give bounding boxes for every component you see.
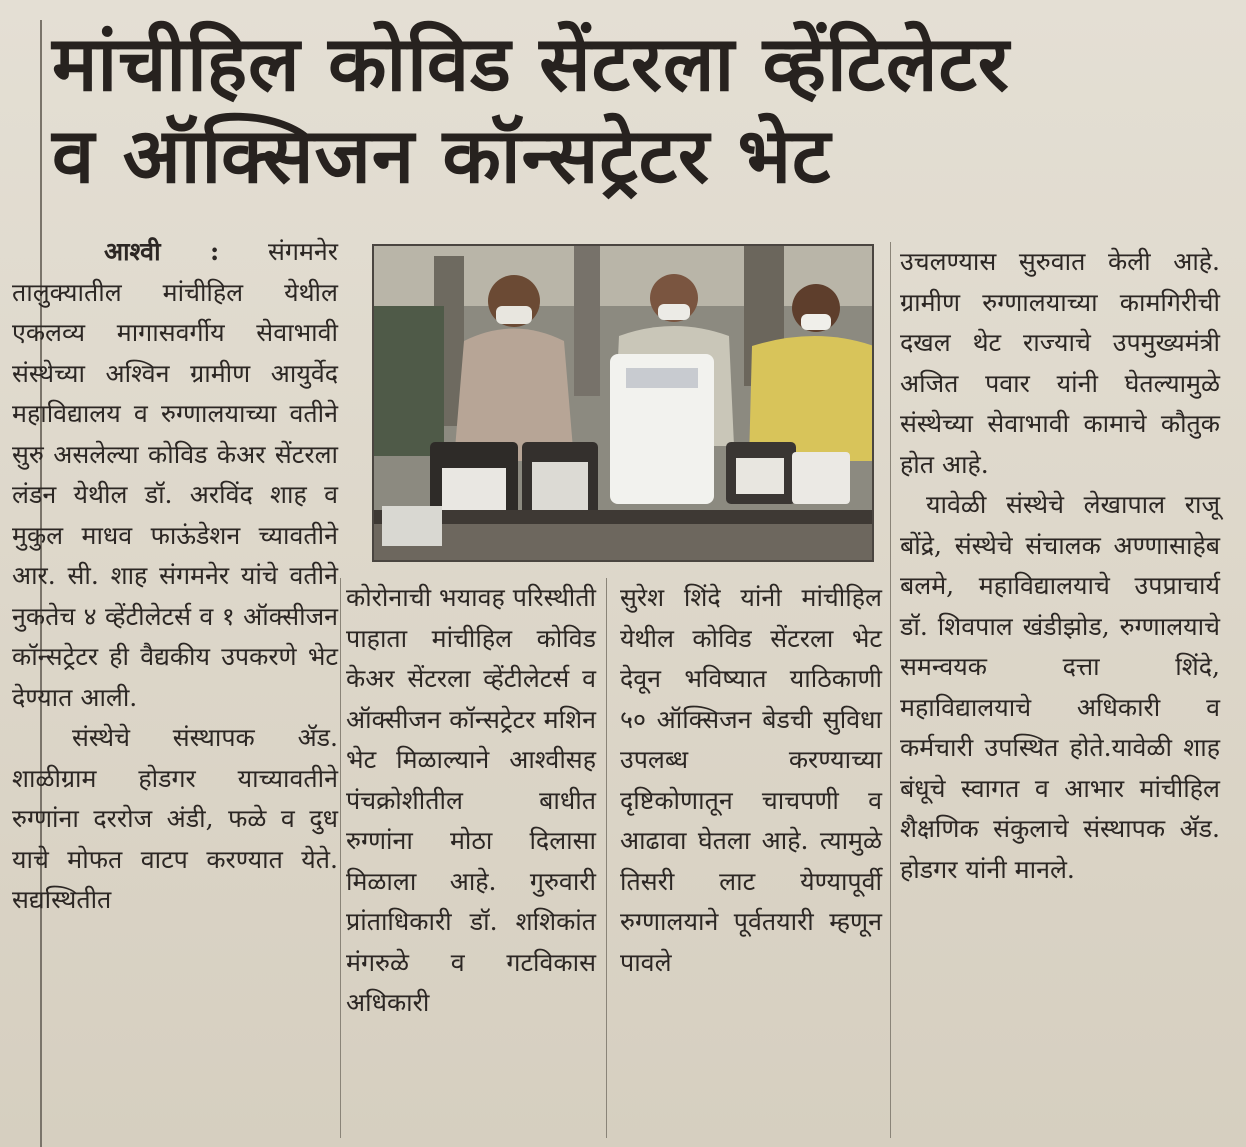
headline: [52, 18, 1242, 202]
dateline: आश्वी :: [104, 237, 220, 266]
lead-paragraph: [12, 232, 338, 718]
headline-line-1: मांचीहिल कोविड सेंटरला व्हेंटिलेटर: [52, 19, 1010, 108]
article-column-2: [346, 578, 596, 1024]
paragraph: उचलण्यास सुरुवात केली आहे. ग्रामीण रुग्णालयाच्या कामगिरीची दखल थेट राज्याचे उपमुख्यमंत्री अजित पवार यांनी घेतल्यामुळे संस्थेच्या सेवाभावी कामाचे कौतुक होत आहे.: [900, 247, 1220, 479]
article-column-3: [620, 578, 882, 983]
column-rule: [890, 242, 891, 1138]
article-column-1: [12, 232, 338, 921]
photo-illustration: [374, 246, 874, 562]
paragraph: यावेळी संस्थेचे लेखापाल राजू बोंद्रे, संस्थेचे संचालक अण्णासाहेब बलमे, महाविद्यालयाचे उपप्राचार्य डॉ. शिवपाल खंडीझोड, रुग्णालयाचे समन्वयक दत्ता शिंदे, महाविद्यालयाचे अधिकारी व कर्मचारी उपस्थित होते.यावेळी शाह बंधूचे स्वागत व आभार मांचीहिल शैक्षणिक संकुलाचे संस्थापक ॲड. होडगर यांनी मानले.: [900, 490, 1220, 884]
paragraph: कोरोनाची भयावह परिस्थीती पाहाता मांचीहिल कोविड केअर सेंटरला व्हेंटीलेटर्स व ऑक्सीजन कॉन्सट्रेटर मशिन भेट मिळाल्याने आश्वीसह पंचक्रोशीतील बाधीत रुग्णांना मोठा दिलासा मिळाला आहे. गुरुवारी प्रांताधिकारी डॉ. शशिकांत मंगरुळे व गटविकास अधिकारी: [346, 583, 596, 1017]
paragraph: संस्थेचे संस्थापक ॲड. शाळीग्राम होडगर याच्यावतीने रुग्णांना दररोज अंडी, फळे व दुध याचे मोफत वाटप करण्यात येते. सद्यस्थितीत: [12, 723, 338, 914]
article-column-4: [900, 242, 1220, 890]
column-rule: [340, 578, 341, 1138]
column-rule: [606, 578, 607, 1138]
lead-text: संगमनेर तालुक्यातील मांचीहिल येथील एकलव्य मागासवर्गीय सेवाभावी संस्थेच्या अश्विन ग्रामीण आयुर्वेद महाविद्यालय व रुग्णालयाच्या वतीने सुरु असलेल्या कोविड केअर सेंटरला लंडन येथील डॉ. अरविंद शाह व मुकुल माधव फाऊंडेशन च्यावतीने आर. सी. शाह संगमनेर यांचे वतीने नुकतेच ४ व्हेंटीलेटर्स व १ ऑक्सीजन कॉन्सट्रेटर ही वैद्यकीय उपकरणे भेट देण्यात आली.: [12, 237, 338, 712]
article-photo: [372, 244, 874, 562]
paragraph: सुरेश शिंदे यांनी मांचीहिल येथील कोविड सेंटरला भेट देवून भविष्यात याठिकाणी ५० ऑक्सिजन बेडची सुविधा उपलब्ध करण्याच्या दृष्टिकोणातून चाचपणी व आढावा घेतला आहे. त्यामुळे तिसरी लाट येण्यापूर्वी रुग्णालयाने पूर्वतयारी म्हणून पावले: [620, 583, 882, 977]
headline-line-2: व ऑक्सिजन कॉन्सट्रेटर भेट: [52, 111, 832, 200]
